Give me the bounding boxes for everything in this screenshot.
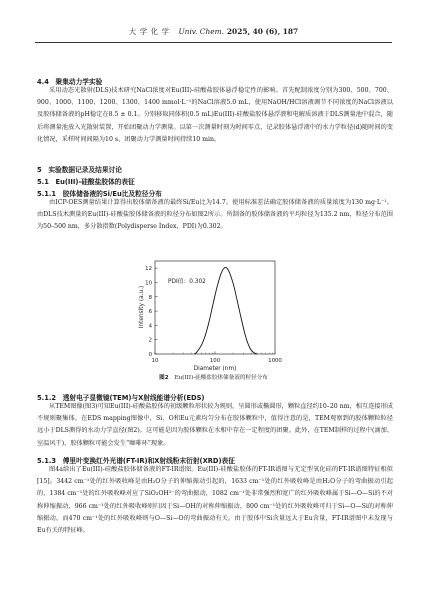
pdi-label: PDI值：0.302 [168,279,206,285]
y-tick-label: 4 [148,323,152,330]
x-tick-label: 100 [209,358,221,364]
figure-caption-text: Eu(III)-硅酸盐胶体储备液的粒径分布 [174,375,268,381]
journal-name-en: Univ. Chem. [178,27,224,36]
y-tick-label: 10 [145,280,152,287]
figure-caption [0,373,427,381]
section-5-1-3-body: 图4a给出了Eu(III)-硅酸盐胶体储备液的FT-IR谱图。Eu(III)-硅酸盐胶体的FT-IR谱图与无定型氧化硅的FT-IR谱图特征相似[15]。3442 cm⁻¹处的红外吸收峰是由H₂O分子的伸缩振动引起的，1633 cm⁻¹处的红外吸收峰是由H₂O分子的弯曲振动引起的，1384 cm⁻¹处的红外吸收峰对应了SiO₃OH²⁻的弯曲振动，1082 cm⁻¹处非常强烈和宽广的红外吸收峰属于Si—O—Si的不对称伸缩振动，966 cm⁻¹处的红外吸收峰则归因于Si—OH的对称伸缩振动，800 cm⁻¹处的红外吸收峰可归于Si—O—Si的对称伸缩振动，而470 cm⁻¹处的红外吸收峰则与O—Si—O的弯曲振动有关。由于胶体中Si含量远大于Eu含量，FT-IR谱图中未发现与Eu有关的特征峰。 [37,466,393,535]
y-tick-label: 8 [148,294,152,301]
y-tick-label: 12 [145,266,152,273]
volume-info: 2025, 40 (6), 187 [226,27,299,36]
plot-frame [155,261,275,354]
section-5-heading: 5 实验数据记录及结果讨论 [37,166,122,174]
header-rule [35,42,392,43]
section-5-1-2-body: 从TEM图像(图3)可知Eu(III)-硅酸盐胶体的初级颗粒形状较为规则，呈圆形或椭圆形，颗粒直径约10–20 nm，相互连接形成不规则聚集体。在EDS mapping图像中，Si、O和Eu元素均匀分布在胶体颗粒中，值得注意的是，TEM观察到的胶体颗粒粒径远小于DLS测得的水动力学直径(图2)。这可能是因为胶体颗粒在水相中存在一定程度的团聚。此外，在TEM制样的过程中(滴加、室温风干)，胶体颗粒可能会发生“咖啡环”现象。 [37,403,393,447]
figure-number: 图2 [159,375,169,381]
x-axis-label: Diameter (nm) [193,366,237,372]
section-5-1-3-heading: 5.1.3 傅里叶变换红外光谱(FT-IR)和X射线粉末衍射(XRD)表征 [37,457,235,465]
section-4-4-body: 采用动态光散射(DLS)技术研究NaCl浓度对Eu(III)-硅酸盐胶体悬浮稳定性的影响。首先配制浓度分别为300、500、700、900、1000、1100、1200、1300、1400 mmol·L⁻¹的NaCl溶液5.0 mL，使用NaOH/HCl溶液调节不同浓度的NaCl溶液以及胶体储备液的pH稳定在8.5 ± 0.1。分别移取同体积(0.5 mL)Eu(III)-硅酸盐胶体悬浮液和电解质溶液于DLS测量池中混合，随后将测量池放入光散射装置，开始团聚动力学测量。以第一次测量时刻为时间零点，记录胶体悬浮液中的水力学粒径(d)随时间的变化情况，采样时间间隔为10 s，团聚动力学测量时间持续10 min。 [37,87,393,143]
y-tick-label: 2 [148,337,152,344]
section-4-4-heading: 4.4 聚集动力学实验 [37,78,103,86]
x-tick-label: 10 [151,358,159,364]
section-5-1-1-body: 由ICP-OES测量结果计算得出胶体储备液的最终Si/Eu比为14.7。使用标准差法确定胶体储备液的质量浓度为130 mg·L⁻¹。由DLS技术测量的Eu(III)-硅酸盐胶体储备液的粒径分布如图2所示。所制备的胶体储备液的平均粒径为135.2 nm，粒径分布范围为50–500 nm，多分散指数(Polydisperse Index，PDI)为0.302。 [37,199,393,231]
y-axis-label: Intensity (a.u.) [139,285,145,329]
y-tick-label: 0 [148,352,152,358]
section-5-1-2-heading: 5.1.2 透射电子显微镜(TEM)与X射线能谱分析(EDS) [37,394,205,402]
running-header [0,26,427,37]
section-5-1-heading: 5.1 Eu(III)-硅酸盐胶体的表征 [37,178,135,186]
x-tick-label: 1000 [268,358,282,364]
size-distribution-line [194,267,257,354]
section-5-1-1-heading: 5.1.1 胶体储备液的Si/Eu比及粒径分布 [37,190,162,198]
journal-name-cn: 大 学 化 学 [128,27,170,36]
y-tick-label: 6 [148,309,152,316]
